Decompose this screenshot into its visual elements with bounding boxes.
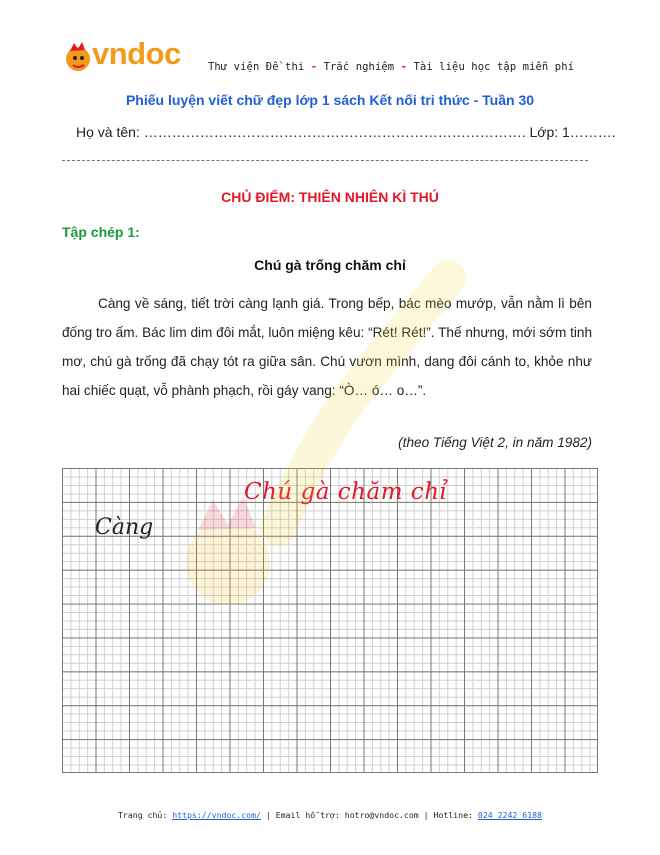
footer-support-label: | Email hỗ trợ: — [265, 810, 340, 820]
sample-cursive-word: Càng — [95, 515, 154, 540]
story-title: Chú gà trống chăm chỉ — [254, 257, 406, 273]
footer-home-link[interactable]: https://vndoc.com/ — [172, 810, 261, 820]
divider — [62, 160, 588, 161]
footer-hotline-label: | Hotline: — [423, 810, 473, 820]
document-title: Phiếu luyện viết chữ đẹp lớp 1 sách Kết nối tri thức - Tuần 30 — [125, 92, 535, 108]
exercise-label: Tập chép 1: — [62, 224, 140, 240]
footer — [0, 810, 660, 820]
header-tagline — [208, 61, 574, 73]
tagline-item-quiz: Trắc nghiệm — [323, 61, 395, 73]
tagline-separator: - — [310, 61, 318, 73]
footer-support-email[interactable]: hotro@vndoc.com — [344, 810, 419, 820]
footer-home-label: Trang chủ: — [117, 810, 168, 820]
student-info-line: Họ và tên: ………………………………………………………………………. Lớp: 1………. — [76, 124, 616, 140]
tagline-item-exams: Thư viện Đề thi — [208, 61, 305, 73]
sample-cursive-title: Chú gà chăm chỉ — [244, 479, 448, 505]
tagline-item-materials: Tài liệu học tập miễn phí — [413, 61, 575, 73]
story-source: (theo Tiếng Việt 2, in năm 1982) — [398, 435, 592, 450]
footer-hotline-link[interactable]: 024 2242 6188 — [477, 810, 542, 820]
story-paragraph: Càng về sáng, tiết trời càng lạnh giá. Trong bếp, bác mèo mướp, vẫn nằm lì bên đống tro ấm. Bác lim dim đôi mắt, luôn miệng kêu: “Rét! Rét!”. Thế nhưng, mới sớm tinh mơ, chú gà trống đã chạy tót ra giữa sân. Chú vươn mình, dang đôi cánh to, khỏe như hai chiếc quạt, vỗ phành phạch, rồi gáy vang: “Ò… ó… o…”. — [62, 296, 592, 398]
writing-practice-grid[interactable] — [62, 468, 598, 773]
tagline-separator: - — [400, 61, 408, 73]
topic-heading: CHỦ ĐIỂM: THIÊN NHIÊN KÌ THÚ — [221, 189, 439, 205]
logo-text[interactable]: vndoc — [92, 36, 181, 71]
